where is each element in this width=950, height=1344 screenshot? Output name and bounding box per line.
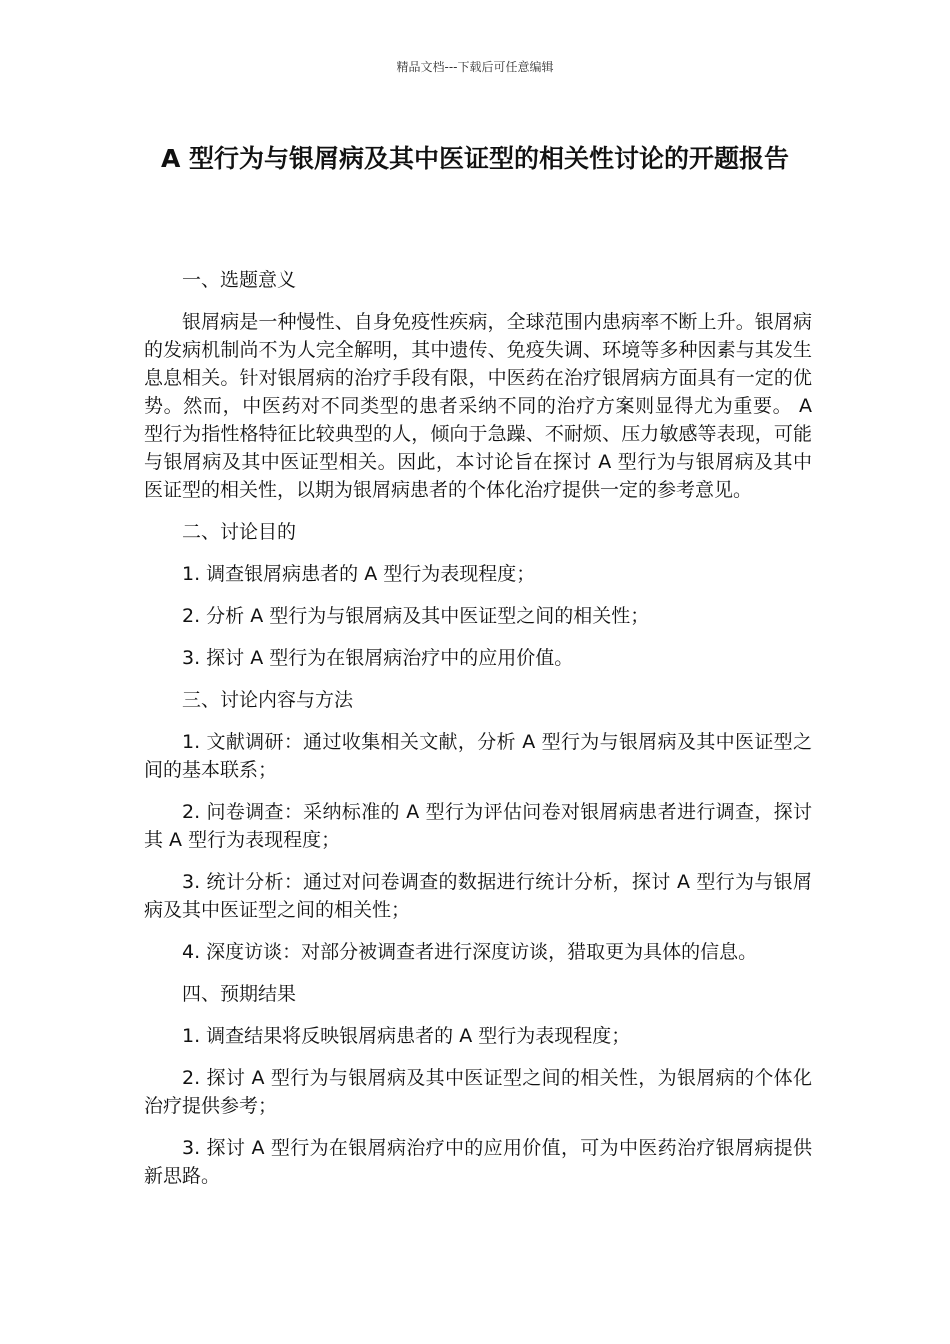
header-note: 精品文档---下载后可任意编辑 [396,60,554,74]
list-item: 4. 深度访谈：对部分被调查者进行深度访谈，猎取更为具体的信息。 [182,941,758,963]
list-item: 3. 统计分析：通过对问卷调查的数据进行统计分析，探讨 A 型行为与银屑病及其中医证型之间的相关性； [144,871,812,921]
list-item: 2. 探讨 A 型行为与银屑病及其中医证型之间的相关性，为银屑病的个体化治疗提供参考； [144,1067,812,1117]
list-item: 1. 文献调研：通过收集相关文献，分析 A 型行为与银屑病及其中医证型之间的基本联系； [144,731,812,781]
list-item: 3. 探讨 A 型行为在银屑病治疗中的应用价值，可为中医药治疗银屑病提供新思路。 [144,1137,812,1187]
section-heading-significance: 一、选题意义 [182,269,297,291]
list-item: 1. 调查银屑病患者的 A 型行为表现程度； [182,563,536,585]
document-body [144,266,812,1204]
section-heading-purpose: 二、讨论目的 [182,521,297,543]
paragraph: 银屑病是一种慢性、自身免疫性疾病，全球范围内患病率不断上升。银屑病的发病机制尚不为人完全解明，其中遗传、免疫失调、环境等多种因素与其发生息息相关。针对银屑病的治疗手段有限，中医药在治疗银屑病方面具有一定的优势。然而，中医药对不同类型的患者采纳不同的治疗方案则显得尤为重要。 A 型行为指性格特征比较典型的人，倾向于急躁、不耐烦、压力敏感等表现，可能与银屑病及其中医证型相关。因此，本讨论旨在探讨 A 型行为与银屑病及其中医证型的相关性，以期为银屑病患者的个体化治疗提供一定的参考意见。 [144,311,812,501]
section-heading-expected-results: 四、预期结果 [182,983,297,1005]
list-item: 2. 问卷调查：采纳标准的 A 型行为评估问卷对银屑病患者进行调查，探讨其 A 型行为表现程度； [144,801,812,851]
list-item: 2. 分析 A 型行为与银屑病及其中医证型之间的相关性； [182,605,650,627]
section-heading-content-methods: 三、讨论内容与方法 [182,689,354,711]
list-item: 3. 探讨 A 型行为在银屑病治疗中的应用价值。 [182,647,574,669]
document-title: A 型行为与银屑病及其中医证型的相关性讨论的开题报告 [160,144,790,173]
list-item: 1. 调查结果将反映银屑病患者的 A 型行为表现程度； [182,1025,631,1047]
